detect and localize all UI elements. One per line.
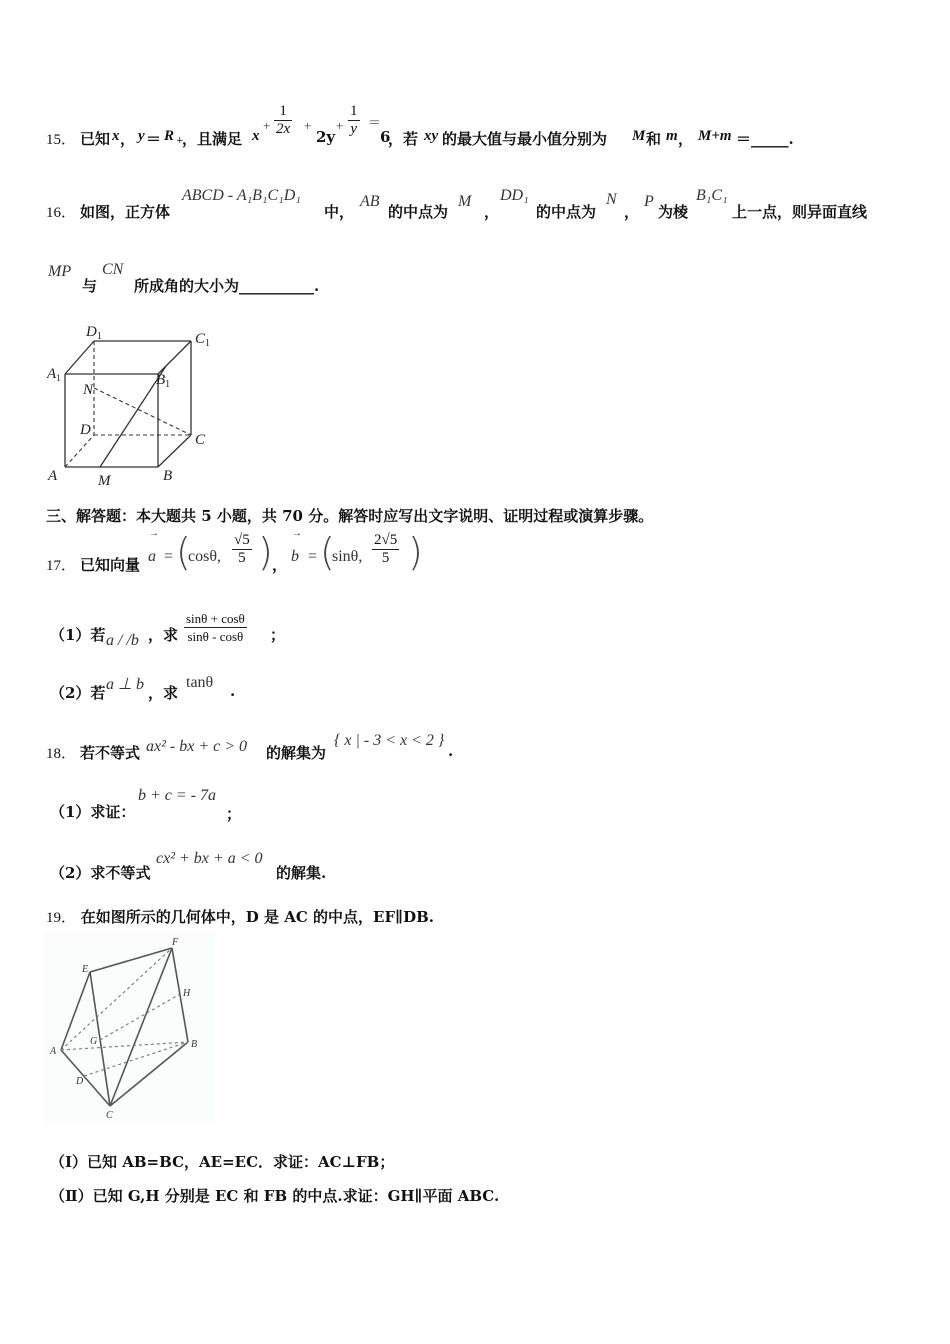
q16-DD1: DD₁ bbox=[500, 187, 529, 204]
q17-arrow-a: → bbox=[149, 528, 159, 539]
q19-number: 19． bbox=[46, 910, 77, 926]
q17-part-2 bbox=[50, 672, 450, 702]
q18-part-2 bbox=[50, 846, 450, 882]
q15-m: m bbox=[666, 128, 678, 144]
question-18 bbox=[46, 730, 546, 760]
q15-set-sub: + bbox=[176, 136, 184, 146]
q18-text-3: . bbox=[448, 742, 454, 760]
cube-figure bbox=[40, 320, 230, 495]
q18-text-1: 若不等式 bbox=[80, 744, 141, 762]
q17-p1-ask: ，求 bbox=[148, 626, 179, 644]
q18-solution-set: { x | - 3 < x < 2 } bbox=[334, 732, 445, 749]
q15-set-R: R bbox=[164, 128, 175, 144]
q16-text-7: 所成角的大小为__________. bbox=[134, 277, 320, 295]
edge-A1-D1 bbox=[65, 341, 94, 374]
q15-number: 15． bbox=[46, 132, 77, 148]
q18-p2-label: （2）求不等式 bbox=[50, 864, 151, 882]
label-H: H bbox=[183, 988, 191, 999]
q17-vec-a: a bbox=[148, 548, 156, 565]
q19-text: 在如图所示的几何体中，D 是 AC 的中点，EF∥DB. bbox=[80, 908, 434, 926]
label-B: B bbox=[191, 1039, 198, 1050]
q15-M: M bbox=[632, 128, 646, 144]
q17-p2-expr: tanθ bbox=[186, 674, 214, 691]
q17-rparen-b: ) bbox=[408, 530, 423, 574]
q17-arrow-b: → bbox=[292, 528, 302, 539]
q17-frac-b-den: 5 bbox=[381, 550, 390, 566]
label-A: A bbox=[50, 1046, 57, 1057]
q17-vec-b: b bbox=[291, 548, 299, 565]
q15-plus-1: + bbox=[263, 118, 271, 133]
q17-sep: ， bbox=[272, 556, 288, 574]
q18-p2-expr: cx² + bx + a < 0 bbox=[156, 850, 263, 867]
q17-frac-a bbox=[232, 532, 252, 567]
label-B: B bbox=[163, 468, 173, 484]
q16-sep-1: ， bbox=[484, 203, 500, 221]
question-19 bbox=[46, 906, 434, 927]
q15-frac-2-num: 1 bbox=[350, 103, 358, 119]
q15-frac-2-den: y bbox=[350, 121, 358, 137]
label-E: E bbox=[82, 964, 89, 975]
label-M: M bbox=[98, 473, 111, 489]
label-D: D bbox=[80, 422, 91, 438]
q15-x: x bbox=[112, 128, 120, 144]
q15-2y: 2y bbox=[316, 128, 336, 146]
q16-sep-2: ， bbox=[624, 203, 640, 221]
q18-text-2: 的解集为 bbox=[266, 744, 327, 762]
q15-Mm: M+m bbox=[698, 128, 732, 144]
q15-frac-1-num: 1 bbox=[274, 103, 292, 121]
q18-number: 18． bbox=[46, 746, 77, 762]
label-A1: $A_1$ bbox=[47, 366, 61, 383]
q17-frac-a-den: 5 bbox=[238, 550, 246, 566]
q15-frac-1-den: 2x bbox=[276, 121, 291, 137]
q17-p1-denom: sinθ - cosθ bbox=[187, 629, 244, 644]
q17-sin: sinθ, bbox=[332, 548, 363, 565]
label-C1: $C_1$ bbox=[195, 331, 211, 349]
q15-text-1: 已知 bbox=[80, 130, 111, 148]
label-C: C bbox=[195, 432, 206, 448]
label-N: N bbox=[83, 382, 94, 398]
q16-B1C1: B₁C₁ bbox=[696, 187, 728, 204]
q17-cos: cosθ, bbox=[188, 548, 221, 565]
edge-B-C bbox=[158, 435, 191, 467]
q15-x2: x bbox=[252, 128, 260, 144]
q16-M: M bbox=[458, 193, 472, 210]
q17-p1-cond: a / /b bbox=[106, 632, 139, 649]
q15-comma: ， bbox=[120, 130, 136, 148]
q15-plus-3: + bbox=[336, 118, 344, 133]
q15-text-4: 的最大值与最小值分别为 bbox=[442, 130, 608, 148]
q16-text-5: 为棱 bbox=[658, 203, 689, 221]
q15-answer-blank: ＝_____. bbox=[736, 130, 794, 148]
q16-P: P bbox=[644, 193, 654, 210]
q17-rparen-a: ) bbox=[258, 530, 273, 574]
q15-xy: xy bbox=[424, 128, 439, 144]
q16-text-2: 中， bbox=[324, 203, 355, 221]
q18-part-1 bbox=[50, 785, 450, 825]
q15-y: y bbox=[138, 128, 145, 144]
label-A: A bbox=[48, 468, 58, 484]
q17-lparen-b: ( bbox=[320, 530, 335, 574]
q16-N: N bbox=[606, 191, 617, 208]
q15-plus-2: + bbox=[304, 118, 312, 133]
q15-frac-1 bbox=[274, 103, 292, 138]
label-F: F bbox=[172, 937, 179, 948]
q15-equals-2: ＝ bbox=[368, 115, 382, 130]
q17-p1-label: （1）若 bbox=[50, 626, 106, 644]
q17-eq-1: = bbox=[164, 548, 174, 565]
q15-text-2: ，且满足 bbox=[182, 130, 243, 148]
q17-p2-cond: a ⊥ b bbox=[106, 676, 144, 693]
q15-text-3: ，若 bbox=[388, 130, 419, 148]
q18-p1-end: ； bbox=[226, 805, 242, 823]
q17-p2-end: . bbox=[230, 682, 236, 700]
edge-B1-C1 bbox=[158, 341, 191, 374]
q15-he: 和 bbox=[646, 130, 662, 148]
q17-number: 17． bbox=[46, 558, 77, 574]
q17-p1-frac bbox=[184, 610, 247, 645]
q18-p1-expr: b + c = - 7a bbox=[138, 787, 217, 804]
label-D: D bbox=[76, 1076, 84, 1087]
q15-equals: ＝ bbox=[146, 130, 162, 148]
segment-N-C bbox=[94, 388, 191, 435]
label-C: C bbox=[106, 1110, 113, 1121]
label-D1: $D_1$ bbox=[86, 324, 102, 342]
q16-text-4: 的中点为 bbox=[536, 203, 597, 221]
q17-eq-2: = bbox=[308, 548, 318, 565]
polyhedron-figure bbox=[44, 932, 214, 1122]
q16-cube: ABCD - A₁B₁C₁D₁ bbox=[182, 187, 301, 204]
q16-number: 16． bbox=[46, 205, 77, 221]
q15-six: 6 bbox=[380, 128, 391, 146]
q17-frac-b-num: 2√5 bbox=[374, 532, 398, 548]
edge-A-D bbox=[65, 435, 94, 467]
q17-p2-label: （2）若 bbox=[50, 684, 106, 702]
section-3-heading: 三、解答题：本大题共 5 小题，共 70 分。解答时应写出文字说明、证明过程或演算步骤。 bbox=[46, 507, 654, 525]
q17-frac-b bbox=[372, 532, 399, 567]
q17-part-1 bbox=[50, 608, 450, 652]
q15-frac-2 bbox=[348, 103, 360, 138]
q19-part-2: （Ⅱ）已知 G,H 分别是 EC 和 FB 的中点.求证：GH∥平面 ABC. bbox=[50, 1187, 500, 1205]
q19-part-1: （Ⅰ）已知 AB=BC，AE=EC．求证：AC⊥FB； bbox=[50, 1153, 395, 1171]
q18-inequality: ax² - bx + c > 0 bbox=[146, 738, 248, 755]
q17-text-1: 已知向量 bbox=[80, 556, 141, 574]
label-G: G bbox=[90, 1036, 98, 1047]
question-16 bbox=[46, 185, 926, 295]
q16-text-1: 如图，正方体 bbox=[80, 203, 171, 221]
q16-CN: CN bbox=[102, 261, 124, 278]
q16-text-6: 上一点，则异面直线 bbox=[732, 203, 868, 221]
q17-frac-a-num: √5 bbox=[234, 532, 250, 548]
q16-text-3: 的中点为 bbox=[388, 203, 449, 221]
q17-lparen-a: ( bbox=[176, 530, 191, 574]
q18-p2-end: 的解集. bbox=[276, 864, 327, 882]
q18-p1-label: （1）求证： bbox=[50, 803, 136, 821]
q15-comma-2: ， bbox=[678, 130, 694, 148]
q16-AB: AB bbox=[360, 193, 380, 210]
q17-p2-ask: ，求 bbox=[148, 684, 179, 702]
q16-MP: MP bbox=[48, 263, 72, 280]
q16-yu: 与 bbox=[82, 277, 98, 295]
label-B1: $B_1$ bbox=[156, 372, 171, 390]
q17-p1-end: ； bbox=[270, 626, 286, 644]
q17-p1-numer: sinθ + cosθ bbox=[186, 611, 245, 626]
question-17 bbox=[46, 528, 646, 588]
